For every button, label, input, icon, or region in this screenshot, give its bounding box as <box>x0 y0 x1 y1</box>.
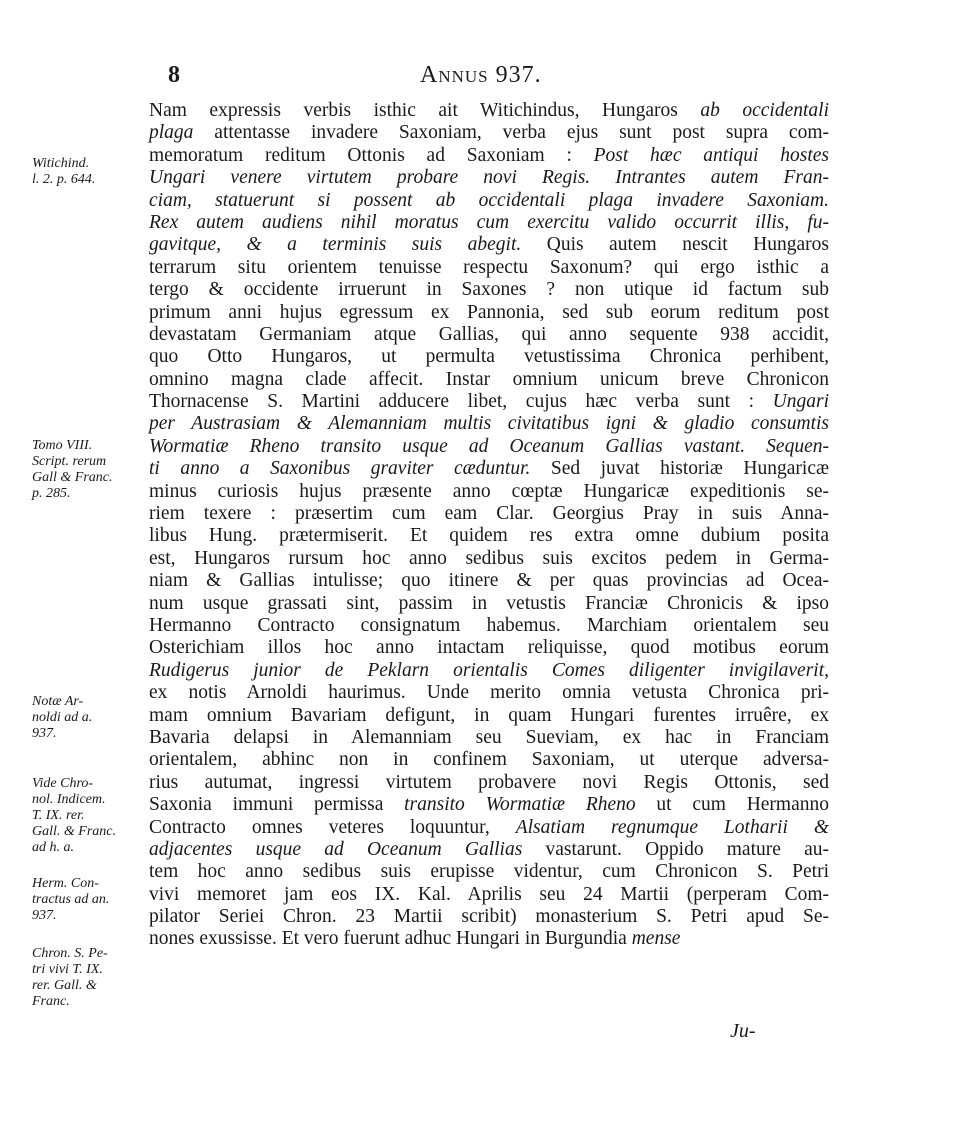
text-line: plaga attentasse invadere Saxoniam, verba ejus sunt post supra com- <box>149 122 829 144</box>
text-line: Bavaria delapsi in Alemanniam seu Sueviam, ex hac in Franciam <box>149 726 829 748</box>
margin-note-line: Vide Chro- <box>32 776 94 791</box>
margin-note-line: Chron. S. Pe- <box>32 946 108 961</box>
margin-note-line: Herm. Con- <box>32 876 99 891</box>
text-line: niam & Gallias intulisse; quo itinere & per quas provincias ad Ocea- <box>149 570 829 592</box>
margin-note-chron-s-petri <box>32 946 150 1010</box>
text-line: Saxonia immuni permissa transito Wormatiæ Rheno ut cum Hermanno <box>149 794 829 816</box>
margin-note-line: Gall. & Franc. <box>32 824 116 839</box>
margin-note-line: Franc. <box>32 994 70 1009</box>
margin-note-line: Witichind. <box>32 156 90 171</box>
margin-note-line: Tomo VIII. <box>32 438 93 453</box>
margin-note-herm-contractus <box>32 876 150 924</box>
text-line: tergo & occidente irruerunt in Saxones ? non utique id factum sub <box>149 279 829 301</box>
text-line: Hermanno Contracto consignatum habemus. Marchiam orientalem seu <box>149 614 829 636</box>
running-head: Annus 937. <box>420 62 542 88</box>
margin-note-vide-chronol <box>32 776 150 856</box>
margin-note-tomo-viii <box>32 438 150 502</box>
margin-note-line: nol. Indicem. <box>32 792 106 807</box>
text-line: nones exussisse. Et vero fuerunt adhuc Hungari in Burgundia mense <box>149 928 681 950</box>
margin-note-line: p. 285. <box>32 486 71 501</box>
text-line: Ungari venere virtutem probare novi Regis. Intrantes autem Fran- <box>149 167 829 189</box>
text-line: Osterichiam illos hoc anno intactam reliquisse, quod motibus eorum <box>149 637 829 659</box>
margin-note-line: ad h. a. <box>32 840 74 855</box>
text-line: num usque grassati sint, passim in vetustis Franciæ Chronicis & ipso <box>149 592 829 614</box>
text-line: ex notis Arnoldi haurimus. Unde merito omnia vetusta Chronica pri- <box>149 682 829 704</box>
margin-note-line: 937. <box>32 908 57 923</box>
margin-note-line: noldi ad a. <box>32 710 93 725</box>
margin-note-line: l. 2. p. 644. <box>32 172 96 187</box>
text-line: riem texere : præsertim cum eam Clar. Georgius Pray in suis Anna- <box>149 503 829 525</box>
text-line: Thornacense S. Martini adducere libet, cujus hæc verba sunt : Ungari <box>149 391 829 413</box>
text-line: omnino magna clade affecit. Instar omnium unicum breve Chronicon <box>149 368 829 390</box>
text-line: libus Hung. prætermiserit. Et quidem res extra omne dubium posita <box>149 525 829 547</box>
text-line: Contracto omnes veteres loquuntur, Alsatiam regnumque Lotharii & <box>149 816 829 838</box>
text-line: Rex autem audiens nihil moratus cum exercitu valido occurrit illis, fu- <box>149 211 829 233</box>
margin-note-line: tractus ad an. <box>32 892 110 907</box>
text-line: gavitque, & a terminis suis abegit. Quis autem nescit Hungaros <box>149 234 829 256</box>
catchword: Ju- <box>730 1020 756 1042</box>
margin-note-line: Gall & Franc. <box>32 470 113 485</box>
text-line: quo Otto Hungaros, ut permulta vetustissima Chronica perhibent, <box>149 346 829 368</box>
page-number: 8 <box>168 62 180 88</box>
margin-note-witichind <box>32 156 150 188</box>
margin-note-line: tri vivi T. IX. <box>32 962 103 977</box>
text-line: minus curiosis hujus præsente anno cœptæ Hungaricæ expeditionis se- <box>149 480 829 502</box>
text-line: per Austrasiam & Alemanniam multis civitatibus igni & gladio consumtis <box>149 413 829 435</box>
text-line: est, Hungaros rursum hoc anno sedibus suis excitos pedem in Germa- <box>149 547 829 569</box>
margin-note-line: Notæ Ar- <box>32 694 84 709</box>
margin-note-line: 937. <box>32 726 57 741</box>
text-line: adjacentes usque ad Oceanum Gallias vastarunt. Oppido mature au- <box>149 838 829 860</box>
text-line: devastatam Germaniam atque Gallias, qui anno sequente 938 accidit, <box>149 323 829 345</box>
text-line: Rudigerus junior de Peklarn orientalis Comes diligenter invigilaverit, <box>149 659 829 681</box>
margin-note-notae-arnoldi <box>32 694 150 742</box>
margin-note-line: rer. Gall. & <box>32 978 97 993</box>
text-line: pilator Seriei Chron. 23 Martii scribit) monasterium S. Petri apud Se- <box>149 906 829 928</box>
margin-note-line: T. IX. rer. <box>32 808 85 823</box>
text-line: orientalem, abhinc non in confinem Saxoniam, ut uterque adversa- <box>149 749 829 771</box>
text-line: ciam, statuerunt si possent ab occidentali plaga invadere Saxoniam. <box>149 189 829 211</box>
text-line: mam omnium Bavariam defigunt, in quam Hungari furentes irruêre, ex <box>149 704 829 726</box>
text-line: memoratum reditum Ottonis ad Saxoniam : Post hæc antiqui hostes <box>149 144 829 166</box>
text-line: primum anni hujus egressum ex Pannonia, sed sub eorum reditum post <box>149 301 829 323</box>
text-line: tem hoc anno sedibus suis erupisse videntur, cum Chronicon S. Petri <box>149 861 829 883</box>
text-line: terrarum situ orientem tenuisse respectu Saxonum? qui ergo isthic a <box>149 256 829 278</box>
margin-note-line: Script. rerum <box>32 454 107 469</box>
text-line: Nam expressis verbis isthic ait Witichindus, Hungaros ab occidentali <box>149 100 830 121</box>
page-header <box>0 62 960 92</box>
text-line: Wormatiæ Rheno transito usque ad Oceanum Gallias vastant. Sequen- <box>149 435 829 457</box>
text-line: vivi memoret jam eos IX. Kal. Aprilis seu 24 Martii (perperam Com- <box>149 883 829 905</box>
text-line: ti anno a Saxonibus graviter cæduntur. Sed juvat historiæ Hungaricæ <box>149 458 829 480</box>
text-line: rius autumat, ingressi virtutem probavere novi Regis Ottonis, sed <box>149 771 829 793</box>
main-text <box>149 100 829 951</box>
